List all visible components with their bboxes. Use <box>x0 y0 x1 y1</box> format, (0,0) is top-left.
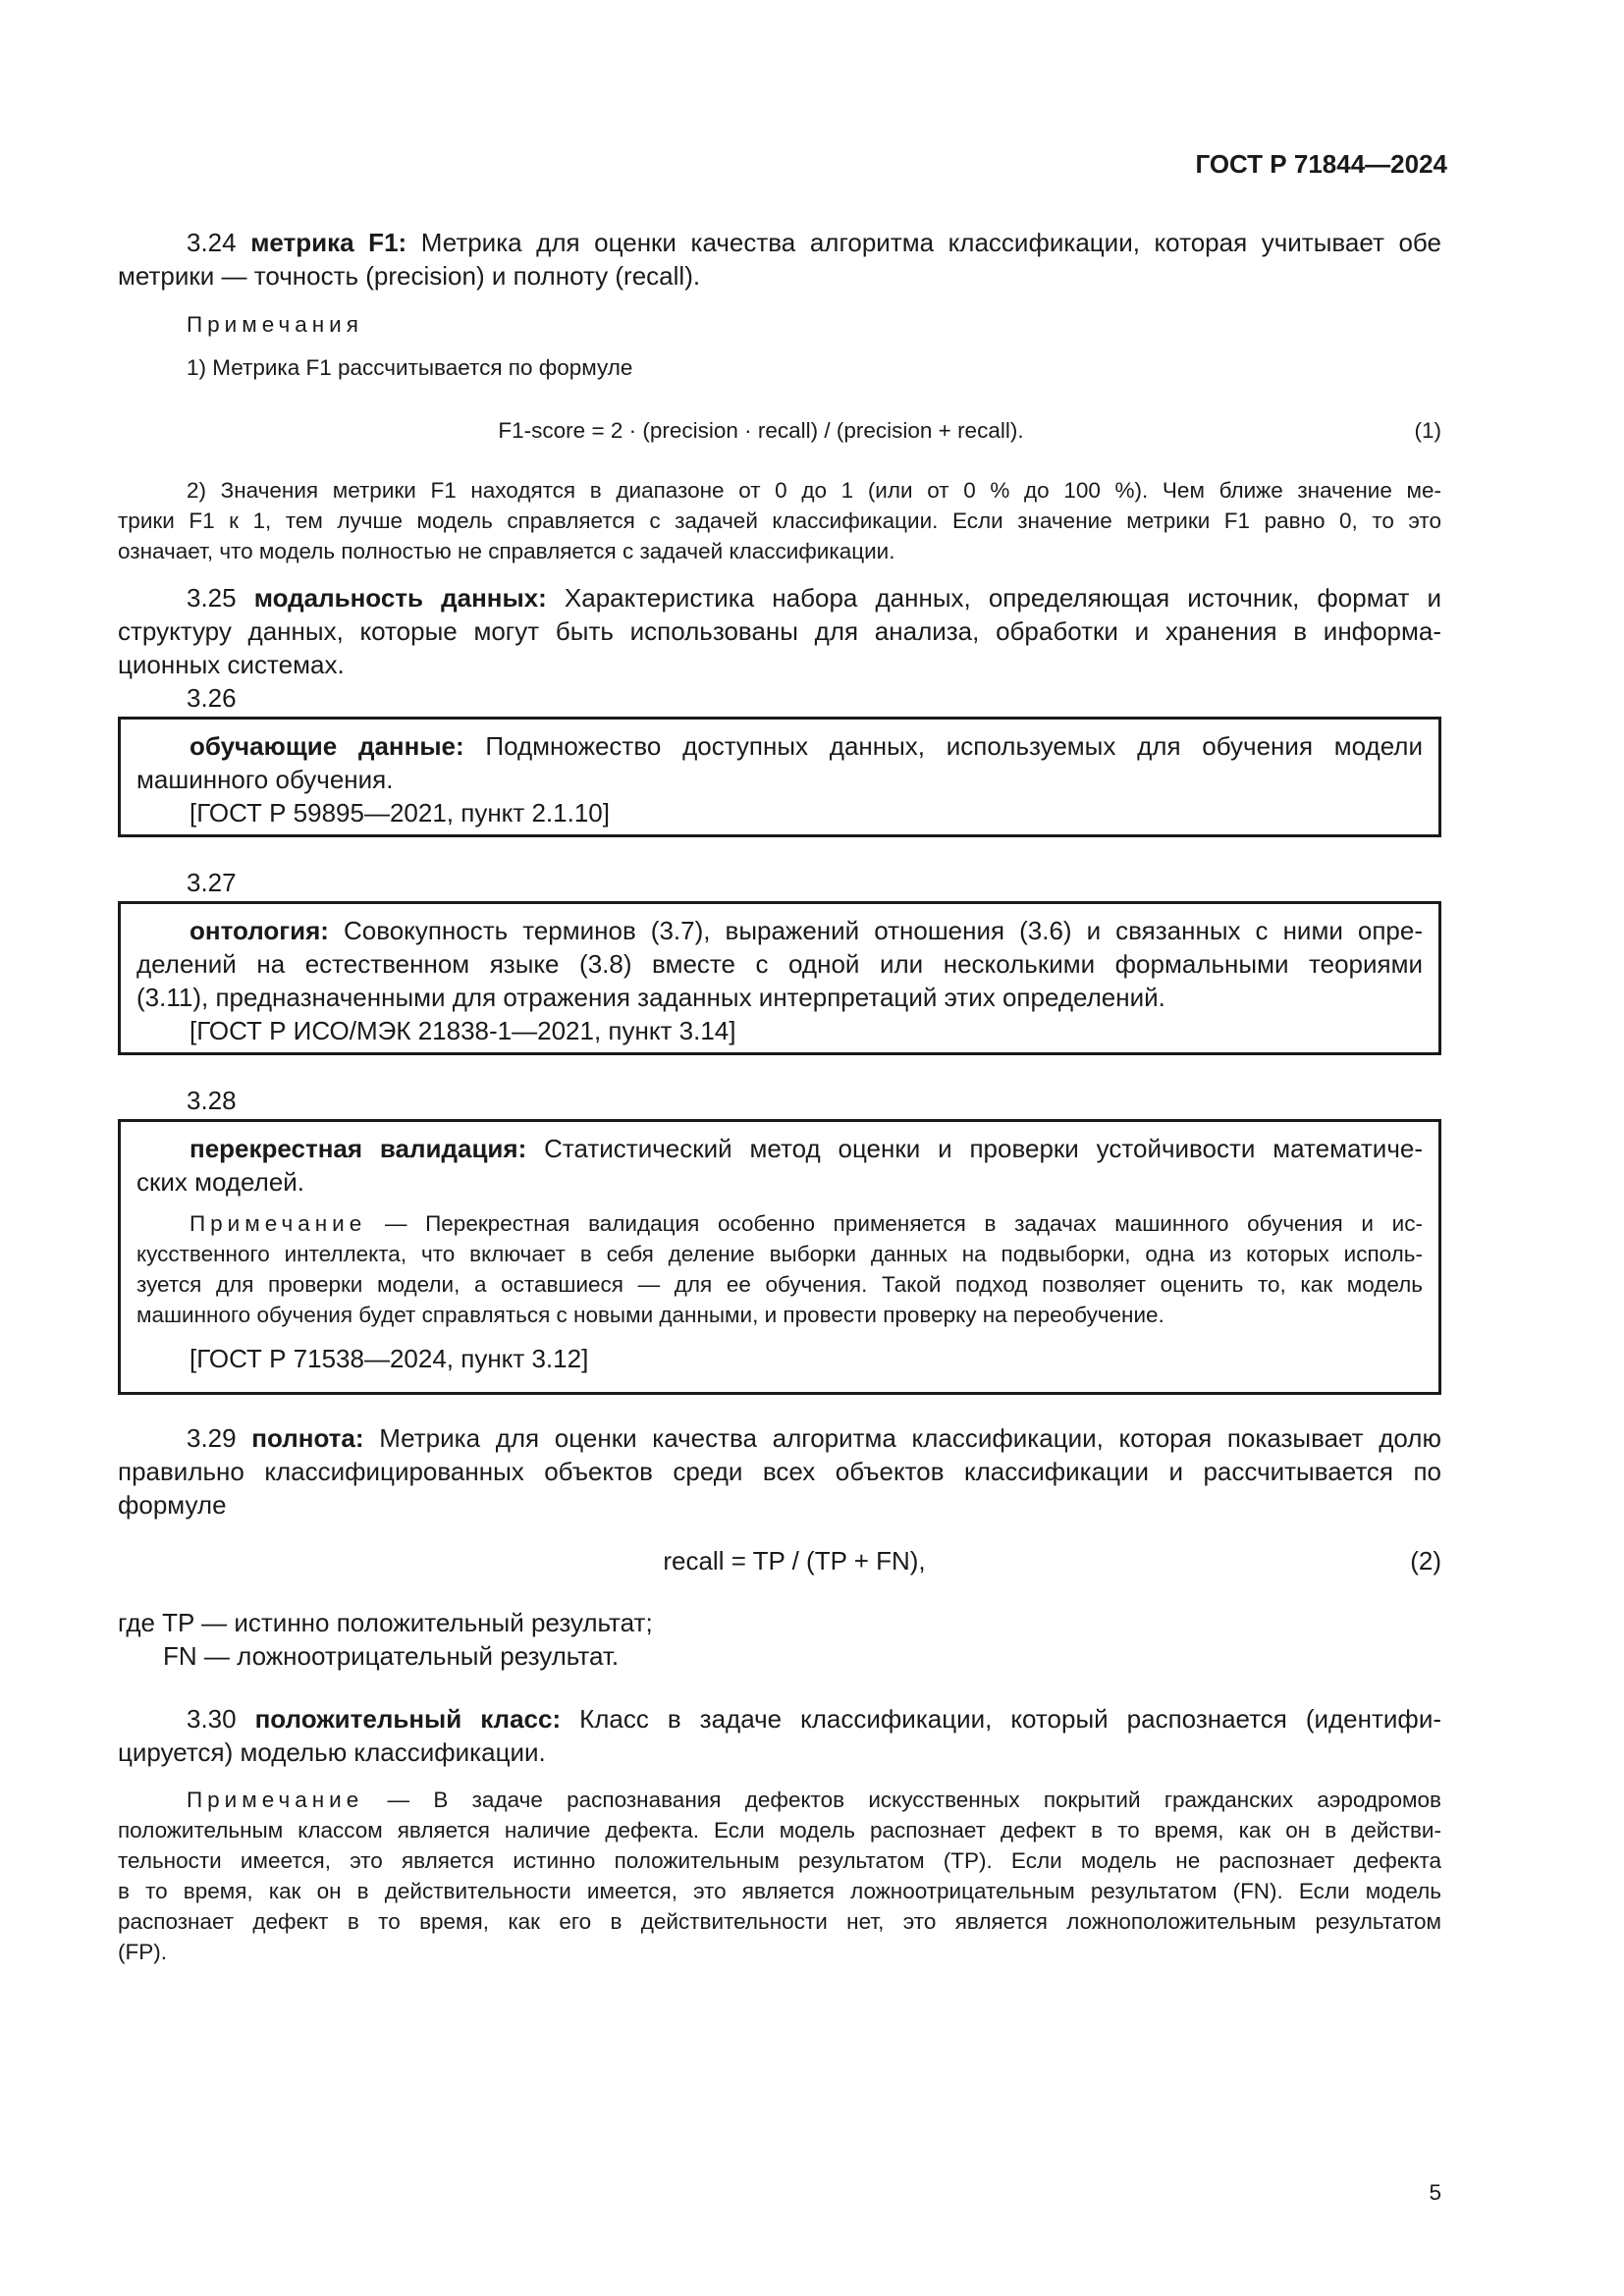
note-text: положительным классом является наличие дефекта. Если модель распознает дефект в то время, как он в действи- <box>118 1818 1441 1842</box>
term-number: 3.30 <box>187 1704 237 1734</box>
note-2-line: означает, что модель полностью не справляется с задачей классификации. <box>118 539 895 563</box>
term-definition-cont: формуле <box>118 1490 227 1520</box>
term-source: [ГОСТ Р ИСО/МЭК 21838-1—2021, пункт 3.14] <box>189 1016 736 1045</box>
term-definition-cont: метрики — точность (precision) и полноту (recall). <box>118 261 701 291</box>
note-2 <box>118 475 1441 566</box>
note-text: кусственного интеллекта, что включает в себя деление выборки данных на подвыборки, одна из которых исполь- <box>136 1242 1423 1266</box>
term-3-24 <box>118 226 1441 293</box>
formula-1 <box>0 415 1624 446</box>
formula-text: F1-score = 2 · (precision · recall) / (precision + recall). <box>498 418 1024 443</box>
term-name: онтология: <box>189 916 329 945</box>
note-text: распознает дефект в то время, как его в действительности нет, это является ложноположительным результатом <box>118 1909 1441 1934</box>
term-source: [ГОСТ Р 59895—2021, пункт 2.1.10] <box>189 798 610 828</box>
note-2-line: трики F1 к 1, тем лучше модель справляется с задачей классификации. Если значение метрики F1 равно 0, то это <box>118 508 1441 533</box>
term-name: положительный класс: <box>254 1704 562 1734</box>
term-3-29 <box>118 1421 1441 1522</box>
term-number: 3.29 <box>187 1423 237 1453</box>
term-name: модальность данных: <box>253 583 547 613</box>
term-name: полнота: <box>251 1423 364 1453</box>
formula-number: (2) <box>1410 1546 1441 1575</box>
term-number: 3.24 <box>187 228 237 257</box>
term-number-3-28: 3.28 <box>187 1086 237 1115</box>
term-definition-cont: цируется) моделью классификации. <box>118 1737 546 1767</box>
term-3-30 <box>118 1702 1441 1769</box>
term-definition-cont: делений на естественном языке (3.8) вместе с одной или несколькими формальными теориями <box>136 949 1423 979</box>
term-number-3-27: 3.27 <box>187 868 237 897</box>
note-text: (FP). <box>118 1940 167 1964</box>
note-text: в то время, как он в действительности имеется, это является ложноотрицательным результатом (FN). Если модель <box>118 1879 1441 1903</box>
term-definition: Совокупность терминов (3.7), выражений отношения (3.6) и связанных с ними опре- <box>343 916 1423 945</box>
term-definition-cont: ционных системах. <box>118 650 345 679</box>
term-box-3-26 <box>118 717 1441 837</box>
term-source: [ГОСТ Р 71538—2024, пункт 3.12] <box>189 1344 589 1373</box>
term-definition-cont: (3.11), предназначенными для отражения заданных интерпретаций этих определений. <box>136 983 1165 1012</box>
term-definition: Статистический метод оценки и проверки устойчивости математиче- <box>544 1134 1423 1163</box>
term-definition-cont: правильно классифицированных объектов среди всех объектов классификации и рассчитывается по <box>118 1457 1441 1486</box>
term-name: метрика F1: <box>250 228 407 257</box>
where-line-1: где TP — истинно положительный результат; <box>118 1608 653 1637</box>
term-box-3-27 <box>118 901 1441 1055</box>
note-label: Примечание <box>189 1211 367 1236</box>
note-text: — Перекрестная валидация особенно применяется в задачах машинного обучения и ис- <box>384 1211 1423 1236</box>
term-definition: Характеристика набора данных, определяющая источник, формат и <box>564 583 1441 613</box>
note-text: тельности имеется, это является истинно положительным результатом (TP). Если модель не распознает дефекта <box>118 1848 1441 1873</box>
term-definition: Метрика для оценки качества алгоритма классификации, которая показывает долю <box>379 1423 1441 1453</box>
term-definition-cont: структуру данных, которые могут быть использованы для анализа, обработки и хранения в информа- <box>118 616 1441 646</box>
where-line-2: FN — ложноотрицательный результат. <box>163 1641 620 1671</box>
note-label: Примечание <box>187 1788 364 1812</box>
note-text: зуется для проверки модели, а оставшиеся — для ее обучения. Такой подход позволяет оценить то, как модель <box>136 1272 1423 1297</box>
notes-heading: Примечания <box>187 312 363 337</box>
note-3-30 <box>118 1785 1441 1967</box>
formula-number: (1) <box>1414 418 1441 443</box>
term-number-3-26: 3.26 <box>187 683 237 713</box>
term-name: перекрестная валидация: <box>189 1134 527 1163</box>
term-definition: Класс в задаче классификации, который распознается (идентифи- <box>579 1704 1441 1734</box>
term-definition-cont: ских моделей. <box>136 1167 305 1197</box>
term-number: 3.25 <box>187 583 237 613</box>
term-definition: Метрика для оценки качества алгоритма классификации, которая учитывает обе <box>420 228 1441 257</box>
formula-text: recall = TP / (TP + FN), <box>663 1546 926 1575</box>
formula-2 <box>0 1544 1624 1577</box>
page-number: 5 <box>1429 2180 1441 2205</box>
note-2-line: 2) Значения метрики F1 находятся в диапазоне от 0 до 1 (или от 0 % до 100 %). Чем ближе значение ме- <box>187 478 1441 503</box>
term-definition-cont: машинного обучения. <box>136 765 394 794</box>
note-1: 1) Метрика F1 рассчитывается по формуле <box>187 355 633 380</box>
term-box-3-28 <box>118 1119 1441 1395</box>
note-text: машинного обучения будет справляться с новыми данными, и провести проверку на переобучение. <box>136 1303 1164 1327</box>
term-definition: Подмножество доступных данных, используемых для обучения модели <box>485 731 1423 761</box>
term-3-25 <box>118 581 1441 681</box>
term-name: обучающие данные: <box>189 731 464 761</box>
document-code: ГОСТ Р 71844—2024 <box>1195 149 1447 179</box>
note-text: — В задаче распознавания дефектов искусственных покрытий гражданских аэродромов <box>387 1788 1441 1812</box>
